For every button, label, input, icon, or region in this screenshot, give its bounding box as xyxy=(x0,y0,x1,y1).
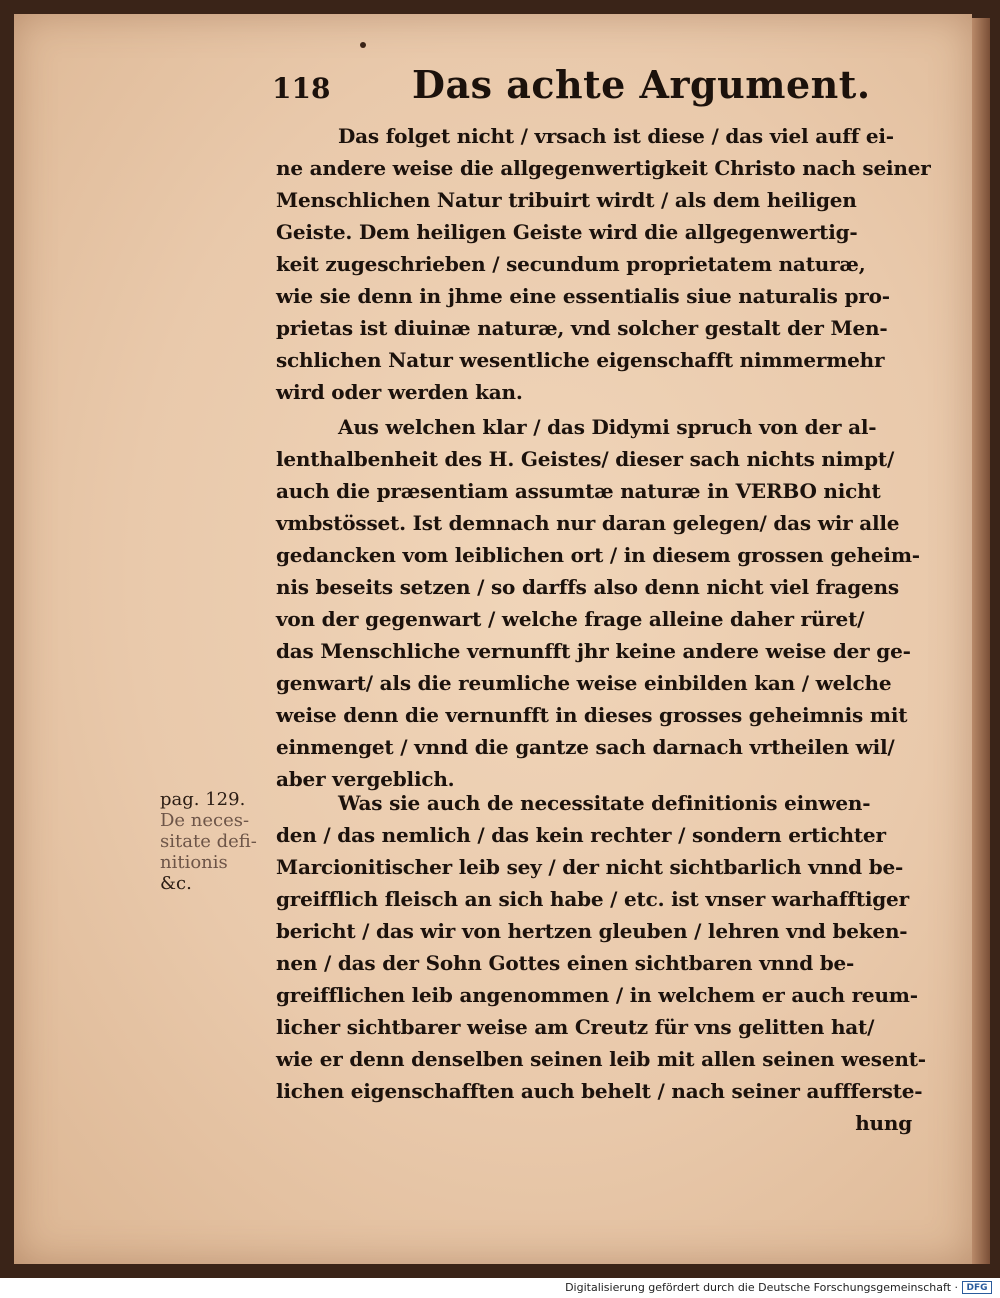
paragraph-2 xyxy=(276,411,920,795)
page-header xyxy=(272,62,892,122)
text-line: gedancken vom leiblichen ort / in diesem grossen geheim- xyxy=(276,543,920,567)
text-line: nis beseits setzen / so darffs also denn nicht viel fragens xyxy=(276,575,899,599)
marginal-line: pag. 129. xyxy=(160,789,246,810)
text-line: wie er denn denselben seinen leib mit allen seinen wesent- xyxy=(276,1047,926,1071)
text-line: lichen eigenschafften auch behelt / nach seiner auffferste- xyxy=(276,1079,923,1103)
text-line: licher sichtbarer weise am Creutz für vns gelitten hat/ xyxy=(276,1015,875,1039)
text-line: Menschlichen Natur tribuirt wirdt / als dem heiligen xyxy=(276,188,857,212)
marginal-line: De neces- xyxy=(160,810,250,831)
text-line: ne andere weise die allgegenwertigkeit Christo nach seiner xyxy=(276,156,931,180)
text-line: vmbstösset. Ist demnach nur daran gelegen/ das wir alle xyxy=(276,511,900,535)
dfg-logo-icon: DFG xyxy=(962,1281,992,1294)
text-line: von der gegenwart / welche frage alleine daher rüret/ xyxy=(276,607,865,631)
text-line: Marcionitischer leib sey / der nicht sichtbarlich vnnd be- xyxy=(276,855,904,879)
text-line: den / das nemlich / das kein rechter / sondern ertichter xyxy=(276,823,886,847)
text-line: aber vergeblich. xyxy=(276,767,455,791)
page-number: 118 xyxy=(272,72,331,105)
text-line: genwart/ als die reumliche weise einbilden kan / welche xyxy=(276,671,892,695)
text-line: das Menschliche vernunfft jhr keine andere weise der ge- xyxy=(276,639,911,663)
text-line: greifflichen leib angenommen / in welchem er auch reum- xyxy=(276,983,918,1007)
text-line: Aus welchen klar / das Didymi spruch von der al- xyxy=(338,415,877,439)
running-title: Das achte Argument. xyxy=(412,62,871,107)
ink-speck xyxy=(360,42,366,48)
marginal-note xyxy=(160,789,270,894)
paragraph-1 xyxy=(276,120,931,408)
footer-bar xyxy=(0,1278,1000,1298)
text-line: einmenget / vnnd die gantze sach darnach vrtheilen wil/ xyxy=(276,735,895,759)
text-line: Das folget nicht / vrsach ist diese / das viel auff ei- xyxy=(338,124,894,148)
text-line: schlichen Natur wesentliche eigenschafft nimmermehr xyxy=(276,348,885,372)
text-line: weise denn die vernunfft in dieses grosses geheimnis mit xyxy=(276,703,908,727)
marginal-line: sitate defi- xyxy=(160,831,257,852)
text-line: wie sie denn in jhme eine essentialis siue naturalis pro- xyxy=(276,284,890,308)
text-line: keit zugeschrieben / secundum proprietatem naturæ, xyxy=(276,252,866,276)
text-line: bericht / das wir von hertzen gleuben / lehren vnd beken- xyxy=(276,919,908,943)
text-line: auch die præsentiam assumtæ naturæ in VERBO nicht xyxy=(276,479,881,503)
text-line: greifflich fleisch an sich habe / etc. ist vnser warhafftiger xyxy=(276,887,909,911)
marginal-line: nitionis xyxy=(160,852,228,873)
page-edge xyxy=(972,18,990,1264)
text-line: nen / das der Sohn Gottes einen sichtbaren vnnd be- xyxy=(276,951,855,975)
catchword: hung xyxy=(855,1111,912,1135)
funding-credit: Digitalisierung gefördert durch die Deutsche Forschungsgemeinschaft · xyxy=(565,1281,958,1294)
text-line: wird oder werden kan. xyxy=(276,380,523,404)
marginal-line: &c. xyxy=(160,873,192,894)
paragraph-3 xyxy=(276,787,926,1139)
text-line: prietas ist diuinæ naturæ, vnd solcher gestalt der Men- xyxy=(276,316,888,340)
text-line: Geiste. Dem heiligen Geiste wird die allgegenwertig- xyxy=(276,220,858,244)
text-line: lenthalbenheit des H. Geistes/ dieser sach nichts nimpt/ xyxy=(276,447,895,471)
text-line: Was sie auch de necessitate definitionis einwen- xyxy=(338,791,871,815)
